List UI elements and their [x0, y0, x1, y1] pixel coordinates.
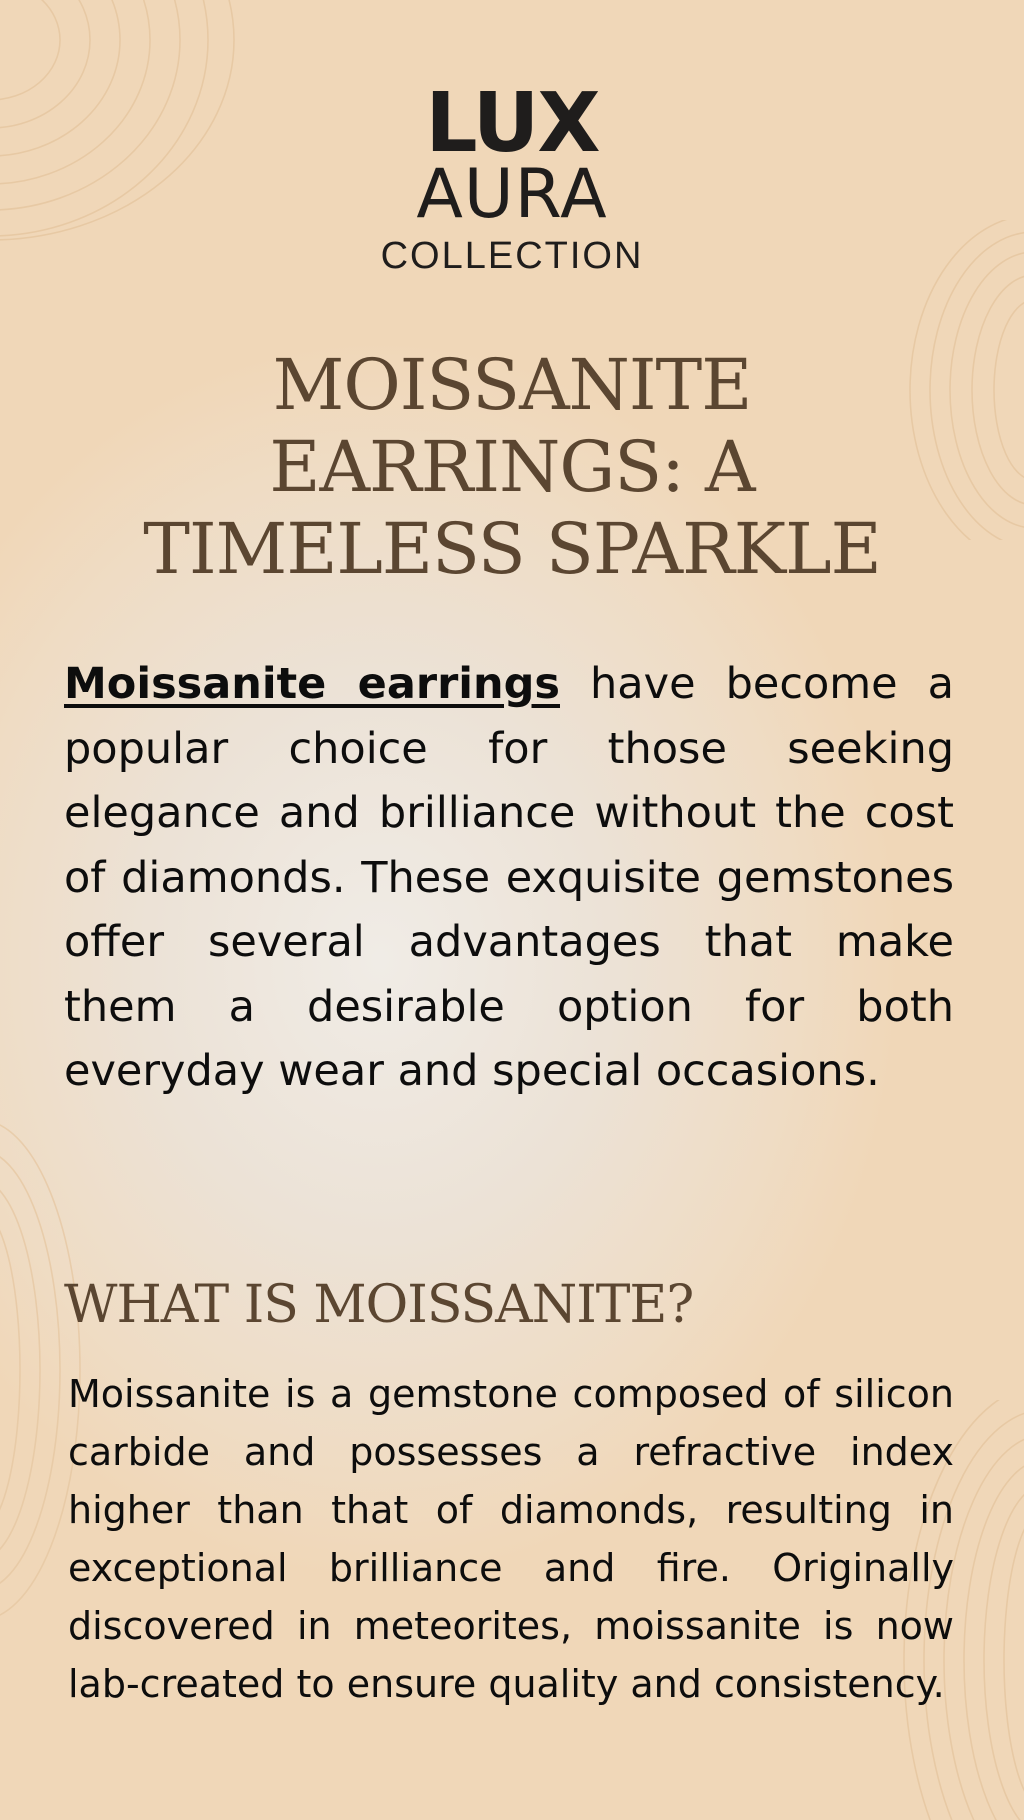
brand-logo [0, 76, 1024, 278]
section-body: Moissanite is a gemstone composed of silicon carbide and possesses a refractive index higher than that of diamonds, resulting in exceptional brilliance and fire. Originally discovered in meteorites, moissanite is now lab-created to ensure quality and consistency. [68, 1372, 954, 1706]
intro-text: have become a popular choice for those seeking elegance and brilliance without the cost of diamonds. These exquisite gemstones offer several advantages that make them a desirable option for both everyday wear and special occasions. [64, 659, 954, 1096]
intro-lead-link[interactable]: Moissanite earrings [64, 659, 560, 709]
logo-lux: LUX [425, 76, 599, 171]
section-heading: WHAT IS MOISSANITE? [64, 1275, 694, 1335]
page-title: MOISSANITE EARRINGS: A TIMELESS SPARKLE [143, 344, 881, 590]
logo-aura: AURA [416, 155, 608, 234]
logo-collection: COLLECTION [380, 235, 644, 277]
intro-paragraph [64, 652, 954, 1104]
